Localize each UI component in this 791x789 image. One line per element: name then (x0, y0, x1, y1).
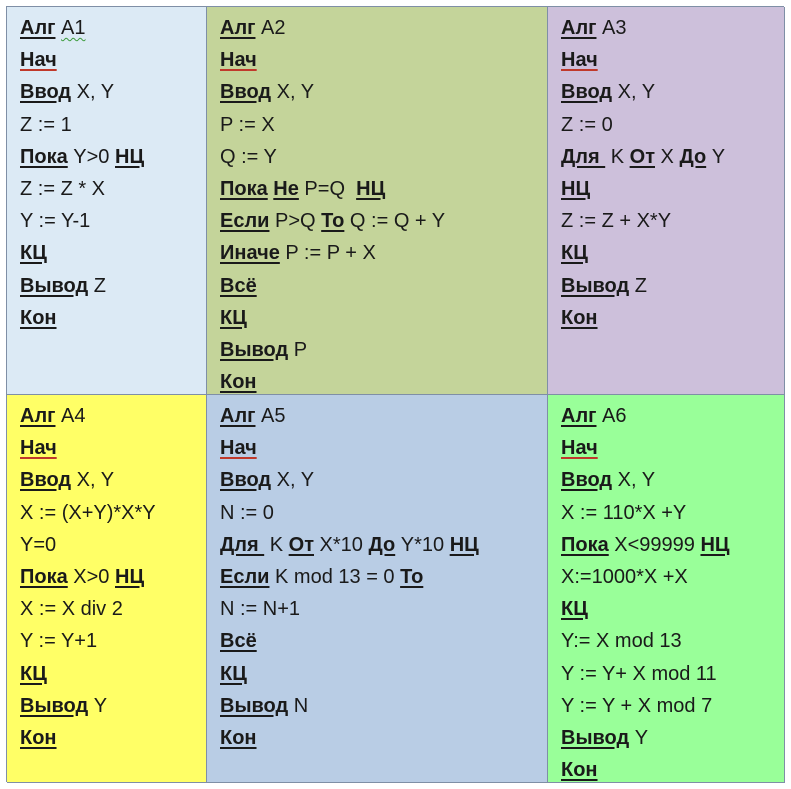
code-line (220, 497, 547, 529)
code-line (20, 464, 206, 496)
code-text: X, Y (612, 469, 656, 492)
code-line (220, 12, 547, 44)
code-line (561, 205, 784, 237)
code-line (20, 658, 206, 690)
algorithm-cell-a1 (7, 7, 207, 395)
code-line (220, 44, 547, 76)
algorithm-cell-a6 (548, 395, 785, 783)
code-line (561, 561, 784, 593)
code-text: X, Y (271, 469, 315, 492)
code-line (561, 464, 784, 496)
code-text: K (264, 533, 289, 556)
keyword: Вывод (220, 338, 289, 361)
code-line (561, 44, 784, 76)
code-text: Y := Y+1 (20, 630, 98, 653)
keyword: Вывод (220, 694, 289, 717)
code-line (20, 12, 206, 44)
code-line (220, 593, 547, 625)
code-line (561, 497, 784, 529)
code-text: Y (88, 694, 108, 717)
code-text: X*10 (314, 533, 369, 556)
code-line (561, 270, 784, 302)
keyword: Пока (20, 145, 68, 168)
keyword: Пока (561, 533, 609, 556)
code-line (561, 400, 784, 432)
keyword: Нач (220, 437, 257, 460)
keyword: КЦ (220, 662, 247, 685)
keyword: НЦ (356, 177, 386, 200)
keyword: До (368, 533, 396, 556)
keyword: Нач (20, 437, 57, 460)
code-line (220, 561, 547, 593)
keyword: Нач (20, 49, 57, 72)
code-line (20, 497, 206, 529)
code-line (561, 722, 784, 754)
keyword: НЦ (115, 565, 145, 588)
keyword: Для (220, 533, 265, 556)
algorithm-cell-a2 (207, 7, 548, 395)
code-text: Z := Z + X*Y (561, 210, 672, 233)
keyword: От (288, 533, 314, 556)
code-text: P := P + X (279, 242, 376, 265)
code-line (20, 302, 206, 334)
keyword: НЦ (115, 145, 145, 168)
code-line (20, 205, 206, 237)
keyword: Ввод (561, 469, 613, 492)
code-line (20, 529, 206, 561)
algorithm-cell-a5 (207, 395, 548, 783)
keyword: Вывод (20, 694, 89, 717)
code-line (220, 334, 547, 366)
code-line (220, 205, 547, 237)
code-text: A5 (255, 405, 286, 427)
code-line (561, 432, 784, 464)
code-text: X, Y (612, 81, 656, 104)
code-line (561, 593, 784, 625)
keyword: Нач (561, 49, 598, 72)
code-line (220, 464, 547, 496)
code-line (20, 722, 206, 754)
code-text: X (655, 145, 680, 168)
keyword: Кон (220, 371, 257, 394)
code-text: Y := Y-1 (20, 210, 91, 233)
code-text: Y := Y+ X mod 11 (561, 662, 717, 685)
code-line (561, 109, 784, 141)
code-line (220, 141, 547, 173)
code-line (220, 76, 547, 108)
code-line (561, 658, 784, 690)
keyword: От (629, 145, 655, 168)
keyword: Ввод (20, 469, 72, 492)
code-line (220, 658, 547, 690)
code-text: Q := Q + Y (344, 210, 446, 233)
code-line (561, 237, 784, 269)
code-text: P=Q (298, 177, 357, 200)
code-line (561, 302, 784, 334)
keyword: Кон (20, 726, 57, 749)
code-line (20, 593, 206, 625)
code-line (20, 173, 206, 205)
algorithms-table (6, 6, 784, 782)
keyword: Не (273, 177, 299, 200)
keyword: Иначе (220, 242, 280, 265)
code-line (220, 109, 547, 141)
code-line (20, 690, 206, 722)
code-text: Y>0 (67, 145, 115, 168)
code-text: A2 (255, 17, 286, 39)
code-line (561, 12, 784, 44)
code-line (561, 625, 784, 657)
algorithm-cell-a3 (548, 7, 785, 395)
keyword: КЦ (561, 598, 588, 621)
algorithm-cell-a4 (7, 395, 207, 783)
code-text: X:=1000*X +X (561, 565, 688, 588)
code-text: N := N+1 (220, 598, 301, 621)
code-line (561, 529, 784, 561)
keyword: Алг (20, 17, 56, 39)
keyword: Кон (561, 306, 598, 329)
keyword: Для (561, 145, 606, 168)
code-line (220, 432, 547, 464)
code-line (220, 400, 547, 432)
keyword: Алг (20, 405, 56, 427)
keyword: То (400, 565, 424, 588)
keyword: НЦ (561, 177, 591, 200)
keyword: Вывод (561, 726, 630, 749)
code-text: Z := Z * X (20, 177, 106, 200)
code-text: X := (X+Y)*X*Y (20, 501, 156, 524)
keyword: Нач (561, 437, 598, 460)
code-text: Y (706, 145, 726, 168)
code-text: Y=0 (20, 533, 57, 556)
keyword: КЦ (20, 662, 47, 685)
keyword: То (321, 210, 345, 233)
code-line (220, 529, 547, 561)
keyword: Если (220, 210, 270, 233)
code-text: X, Y (271, 81, 315, 104)
code-text: X>0 (67, 565, 115, 588)
keyword: Кон (220, 726, 257, 749)
code-text: X, Y (71, 469, 115, 492)
code-line (20, 237, 206, 269)
code-line (20, 432, 206, 464)
keyword: Вывод (561, 274, 630, 297)
code-line (561, 690, 784, 722)
keyword: Ввод (220, 81, 272, 104)
code-line (220, 270, 547, 302)
keyword: НЦ (449, 533, 479, 556)
code-text: K (605, 145, 630, 168)
keyword: Алг (561, 17, 597, 39)
keyword: НЦ (700, 533, 730, 556)
code-text: X, Y (71, 81, 115, 104)
code-line (220, 690, 547, 722)
keyword: КЦ (220, 306, 247, 329)
code-text: Z (88, 274, 106, 297)
code-line (220, 302, 547, 334)
keyword: Кон (20, 306, 57, 329)
code-text: P := X (220, 113, 275, 136)
code-text: Y*10 (395, 533, 450, 556)
keyword: Ввод (20, 81, 72, 104)
code-text: X := X div 2 (20, 598, 123, 621)
keyword: КЦ (20, 242, 47, 265)
keyword: КЦ (561, 242, 588, 265)
code-line (220, 173, 547, 205)
keyword: Алг (561, 405, 597, 427)
code-line (561, 173, 784, 205)
code-text: N (288, 694, 309, 717)
keyword: Всё (220, 630, 257, 653)
code-text: Y (629, 726, 649, 749)
keyword: Вывод (20, 274, 89, 297)
code-text: A1 (61, 17, 86, 39)
code-line (20, 109, 206, 141)
code-text: K mod 13 = 0 (269, 565, 401, 588)
code-line (20, 270, 206, 302)
keyword: Алг (220, 405, 256, 427)
code-text: Z := 0 (561, 113, 613, 136)
code-text: Y:= X mod 13 (561, 630, 682, 653)
code-line (20, 400, 206, 432)
code-line (561, 76, 784, 108)
keyword: Всё (220, 274, 257, 297)
code-text: Y := Y + X mod 7 (561, 694, 713, 717)
code-text: A3 (596, 17, 627, 39)
keyword: Пока (20, 565, 68, 588)
code-line (20, 561, 206, 593)
code-text: X<99999 (608, 533, 701, 556)
code-line (220, 625, 547, 657)
code-line (20, 141, 206, 173)
code-text: A6 (596, 405, 627, 427)
code-text: P>Q (269, 210, 322, 233)
code-text: A4 (55, 405, 86, 427)
code-line (561, 754, 784, 783)
keyword: Кон (561, 759, 598, 782)
code-text: N := 0 (220, 501, 274, 524)
keyword: Ввод (220, 469, 272, 492)
keyword: Пока (220, 177, 268, 200)
code-line (561, 141, 784, 173)
code-line (220, 366, 547, 395)
code-line (20, 44, 206, 76)
keyword: Нач (220, 49, 257, 72)
code-text: X := 110*X +Y (561, 501, 687, 524)
keyword: Ввод (561, 81, 613, 104)
code-text: Q := Y (220, 145, 277, 168)
code-line (220, 237, 547, 269)
code-text: Z := 1 (20, 113, 72, 136)
keyword: До (679, 145, 707, 168)
code-text: Z (629, 274, 647, 297)
code-text: P (288, 338, 308, 361)
code-line (20, 625, 206, 657)
keyword: Алг (220, 17, 256, 39)
keyword: Если (220, 565, 270, 588)
code-line (220, 722, 547, 754)
code-line (20, 76, 206, 108)
